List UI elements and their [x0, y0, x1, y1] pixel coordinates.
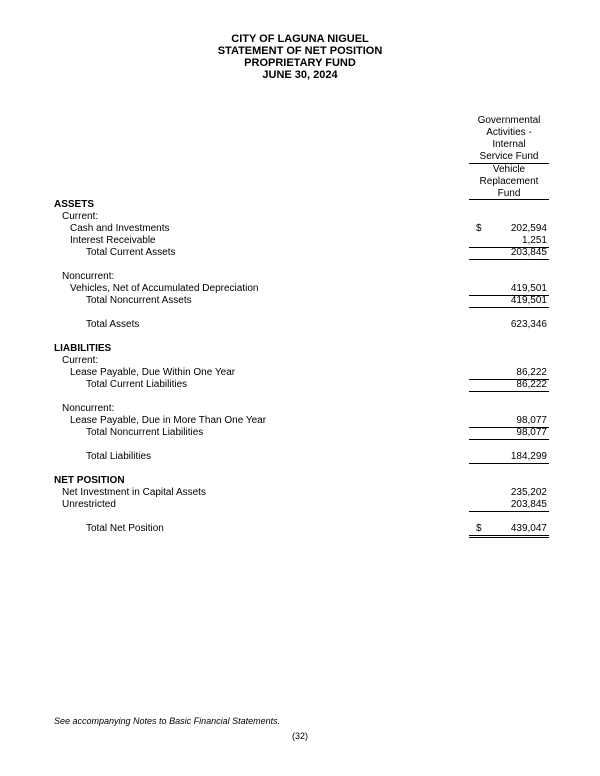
lease-noncurrent-value: 98,077 [516, 415, 547, 426]
subtotal-underline [469, 463, 549, 464]
total-noncurrent-liabilities-label: Total Noncurrent Liabilities [86, 427, 204, 438]
subtotal-underline [469, 259, 549, 260]
cash-investments-value: 202,594 [510, 223, 547, 234]
statement-title-name: STATEMENT OF NET POSITION [217, 45, 383, 57]
column-header-group-line: Internal [492, 139, 526, 150]
unrestricted-label: Unrestricted [62, 499, 116, 510]
subtotal-underline [469, 511, 549, 512]
assets-heading: ASSETS [54, 199, 95, 210]
total-liabilities-label: Total Liabilities [86, 451, 152, 462]
subtotal-underline [469, 307, 549, 308]
net-investment-row [0, 487, 600, 499]
subtotal-underline [469, 439, 549, 440]
statement-title-city: CITY OF LAGUNA NIGUEL [231, 33, 369, 45]
total-noncurrent-assets-row [0, 295, 600, 307]
double-underline-top [469, 535, 549, 536]
total-current-assets-label: Total Current Assets [86, 247, 176, 258]
lease-noncurrent-label: Lease Payable, Due in More Than One Year [70, 415, 267, 426]
assets-current-row [0, 211, 600, 223]
column-header-group-line: Service Fund [479, 151, 539, 162]
unrestricted-value: 203,845 [510, 499, 547, 510]
statement-title-date: JUNE 30, 2024 [262, 69, 338, 81]
dollar-sign: $ [476, 223, 482, 234]
column-header-group-line: Activities - [486, 127, 532, 138]
double-underline-bottom [469, 537, 549, 538]
unrestricted-row [0, 499, 600, 511]
total-current-liabilities-row [0, 379, 600, 391]
lease-current-value: 86,222 [516, 367, 547, 378]
total-current-assets-value: 203,845 [510, 247, 547, 258]
net-investment-value: 235,202 [510, 487, 547, 498]
total-net-position-label: Total Net Position [86, 523, 164, 534]
net-position-heading-row [0, 475, 600, 487]
liabilities-current-label: Current: [62, 355, 99, 366]
total-noncurrent-assets-label: Total Noncurrent Assets [86, 295, 192, 306]
cash-investments-row [0, 223, 600, 235]
total-noncurrent-assets-value: 419,501 [510, 295, 547, 306]
total-noncurrent-liabilities-row [0, 427, 600, 439]
total-assets-row [0, 319, 600, 331]
interest-receivable-value: 1,251 [521, 235, 547, 246]
total-assets-label: Total Assets [86, 319, 140, 330]
column-header-group-line: Governmental [477, 115, 541, 126]
total-current-assets-row [0, 247, 600, 259]
liabilities-heading: LIABILITIES [54, 343, 112, 354]
total-current-liabilities-value: 86,222 [516, 379, 547, 390]
statement-title-fund: PROPRIETARY FUND [244, 57, 356, 69]
lease-current-label: Lease Payable, Due Within One Year [70, 367, 236, 378]
total-net-position-row [0, 523, 600, 535]
column-header-fund-line: Fund [497, 188, 521, 199]
total-current-liabilities-label: Total Current Liabilities [86, 379, 188, 390]
liabilities-heading-row [0, 343, 600, 355]
total-liabilities-value: 184,299 [510, 451, 547, 462]
assets-noncurrent-label: Noncurrent: [62, 271, 115, 282]
vehicles-label: Vehicles, Net of Accumulated Depreciation [70, 283, 259, 294]
subtotal-underline [469, 391, 549, 392]
page-number: (32) [291, 731, 308, 741]
interest-receivable-row [0, 235, 600, 247]
assets-noncurrent-row [0, 271, 600, 283]
liabilities-current-row [0, 355, 600, 367]
net-position-heading: NET POSITION [54, 475, 125, 486]
lease-noncurrent-row [0, 415, 600, 427]
footnote: See accompanying Notes to Basic Financial Statements. [54, 716, 281, 726]
vehicles-value: 419,501 [510, 283, 547, 294]
lease-current-row [0, 367, 600, 379]
vehicles-row [0, 283, 600, 295]
total-liabilities-row [0, 451, 600, 463]
total-noncurrent-liabilities-value: 98,077 [516, 427, 547, 438]
column-header-fund-line: Vehicle [492, 164, 526, 175]
assets-heading-row [0, 199, 600, 211]
cash-investments-label: Cash and Investments [70, 223, 170, 234]
total-net-position-value: 439,047 [510, 523, 547, 534]
liabilities-noncurrent-row [0, 403, 600, 415]
column-header-fund-line: Replacement [479, 176, 539, 187]
assets-current-label: Current: [62, 211, 99, 222]
interest-receivable-label: Interest Receivable [70, 235, 156, 246]
liabilities-noncurrent-label: Noncurrent: [62, 403, 115, 414]
total-assets-value: 623,346 [510, 319, 547, 330]
net-investment-label: Net Investment in Capital Assets [62, 487, 206, 498]
dollar-sign: $ [476, 523, 482, 534]
